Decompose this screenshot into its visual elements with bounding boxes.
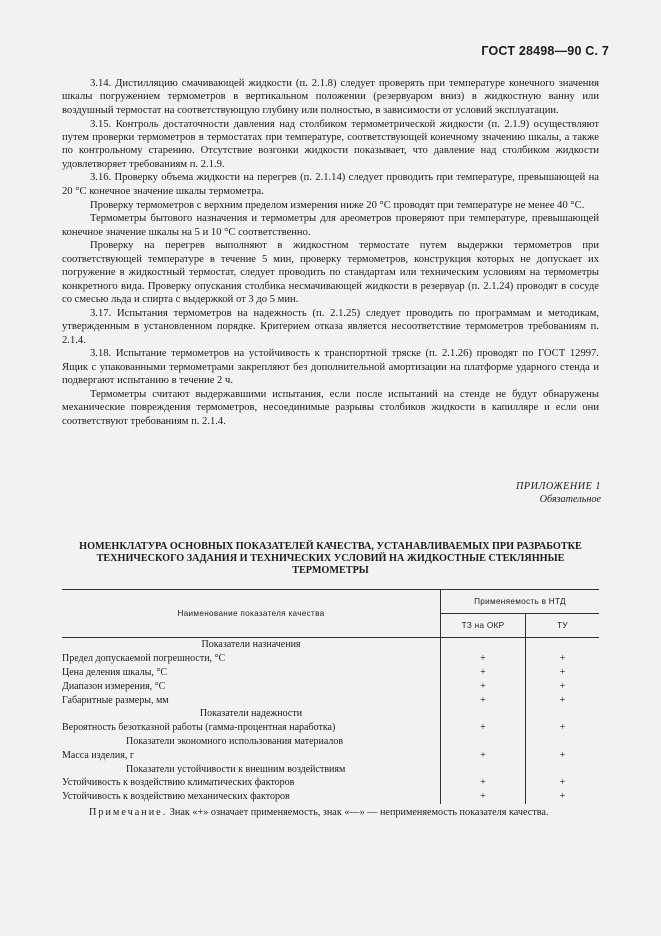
table-row — [62, 666, 599, 680]
indicator-name: Габаритные размеры, мм — [62, 693, 441, 707]
quality-indicators-table — [62, 589, 599, 804]
tz-mark: + — [441, 721, 526, 735]
paragraph: Проверку термометров с верхним пределом измерения ниже 20 °С проводят при температуре не менее 40 °С. — [90, 199, 585, 211]
tu-mark: + — [559, 749, 566, 761]
col-header-tz: ТЗ на ОКР — [441, 614, 526, 638]
tz-mark: + — [441, 666, 526, 680]
table-row — [62, 652, 599, 666]
tu-mark: + — [559, 653, 566, 665]
tz-mark: + — [441, 693, 526, 707]
paragraph: Проверку на перегрев выполняют в жидкостном термостате путем выдержки термометров при соответствующей температуре в течение 5 мин, проверку термометров, конструкция которых не допускает их погружение в жидкостный термостат, следует проводить по стандартам или техническим условиям на термометры конкретного вида. Проверку опускания столбика несмачивающей жидкости в резервуар (п. 2.1.24) проводят в сосуде со смесью льда и спирта с выдержкой от 3 до 5 мин. — [62, 240, 599, 305]
note-label: Примечание. — [89, 807, 168, 818]
paragraph: 3.15. Контроль достаточности давления над столбиком термометрической жидкости (п. 2.1.9) осуществляют путем проверки термометров в термостатах при температуре, соответствующей конечному значению шкалы, а также по контрольному старению. Отсутствие возгонки жидкости показывает, что давление над столбиком жидкости удовлетворяет требованиям п. 2.1.9. — [62, 118, 599, 170]
paragraph: Термометры бытового назначения и термометры для ареометров проверяют при температуре, превышающей конечное значение шкалы на 5 и 10 °С соответственно. — [62, 213, 599, 238]
table-row — [62, 693, 599, 707]
indicator-name: Диапазон измерения, °С — [62, 679, 441, 693]
col-header-applicability: Применяемость в НТД — [441, 590, 600, 614]
paragraph: 3.16. Проверку объема жидкости на перегрев (п. 2.1.14) следует проводить при температуре, превышающей на 20 °С конечное значение шкалы термометра. — [62, 172, 599, 197]
table-section-row: Показатели надежности — [62, 707, 441, 721]
tu-mark: + — [559, 694, 566, 706]
indicator-name: Масса изделия, г — [62, 748, 441, 762]
paragraph: Термометры считают выдержавшими испытания, если после испытаний на стенде не будут обнаружены механические повреждения термометров, несоединимые разрывы столбиков жидкости в капилляре и если они соответствуют требованиям п. 2.1.4. — [62, 388, 599, 427]
table-row — [62, 721, 599, 735]
appendix-number: ПРИЛОЖЕНИЕ 1 — [516, 481, 601, 492]
table-section-row: Показатели назначения — [62, 638, 441, 652]
table-note — [89, 807, 609, 818]
col-header-tu: ТУ — [526, 614, 600, 638]
tz-mark: + — [441, 776, 526, 790]
tz-mark: + — [441, 790, 526, 804]
indicator-name: Устойчивость к воздействию механических факторов — [62, 790, 441, 804]
col-header-name: Наименование показателя качества — [62, 590, 441, 638]
table-section-row: Показатели устойчивости к внешним воздействиям — [62, 762, 441, 776]
paragraph: 3.17. Испытания термометров на надежность (п. 2.1.25) следует проводить по программам и методикам, утвержденным в установленном порядке. Критерием отказа является несоответствие термометров требованиям п. 2.1.4. — [62, 307, 599, 346]
tu-mark: + — [559, 791, 566, 803]
appendix-status: Обязательное — [539, 494, 601, 505]
appendix-label-block — [516, 480, 601, 506]
table-row — [62, 776, 599, 790]
body-text — [62, 77, 599, 428]
table-section-row: Показатели экономного использования материалов — [62, 735, 441, 749]
appendix-title: НОМЕНКЛАТУРА ОСНОВНЫХ ПОКАЗАТЕЛЕЙ КАЧЕСТВА, УСТАНАВЛИВАЕМЫХ ПРИ РАЗРАБОТКЕ ТЕХНИЧЕСКОГО ЗАДАНИЯ И ТЕХНИЧЕСКИХ УСЛОВИЙ НА ЖИДКОСТНЫЕ СТЕКЛЯННЫЕ ТЕРМОМЕТРЫ — [79, 541, 582, 576]
tu-mark: + — [559, 722, 566, 734]
tz-mark: + — [441, 652, 526, 666]
indicator-name: Вероятность безотказной работы (гамма-процентная наработка) — [62, 721, 441, 735]
tu-mark: + — [559, 680, 566, 692]
tu-mark: + — [559, 666, 566, 678]
indicator-name: Предел допускаемой погрешности, °С — [62, 652, 441, 666]
tz-mark: + — [441, 679, 526, 693]
note-text: Знак «+» означает применяемость, знак «—» — неприменяемость показателя качества. — [169, 807, 549, 818]
table-row — [62, 790, 599, 804]
page-header: ГОСТ 28498—90 С. 7 — [481, 44, 609, 58]
table-row — [62, 679, 599, 693]
tu-mark: + — [559, 777, 566, 789]
indicator-name: Цена деления шкалы, °С — [62, 666, 441, 680]
indicator-name: Устойчивость к воздействию климатических факторов — [62, 776, 441, 790]
tz-mark: + — [441, 748, 526, 762]
paragraph: 3.18. Испытание термометров на устойчивость к транспортной тряске (п. 2.1.26) проводят по ГОСТ 12997. Ящик с упакованными термометрами закрепляют без дополнительной амортизации на платформе ударного стенда и подвергают испытанию в течение 2 ч. — [62, 348, 599, 387]
paragraph: 3.14. Дистилляцию смачивающей жидкости (п. 2.1.8) следует проверять при температуре конечного значения шкалы погружением термометров в вертикальном положении (резервуаром вниз) в жидкостную ванну или воздушный термостат на соответствующую глубину или полностью, в зависимости от условий эксплуатации. — [62, 78, 599, 116]
table-row — [62, 748, 599, 762]
